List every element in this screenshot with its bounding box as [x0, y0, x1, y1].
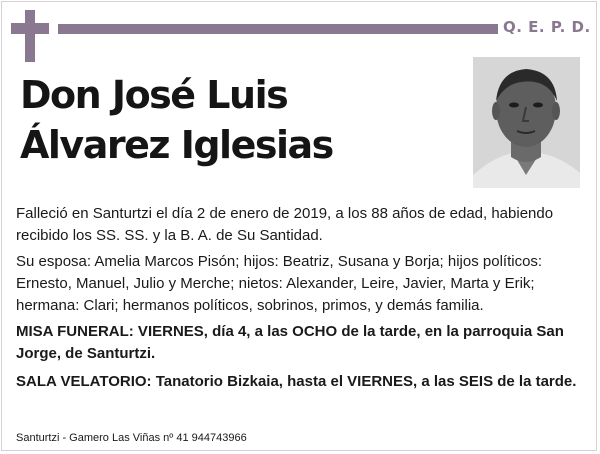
name-line-2: Álvarez Iglesias [20, 123, 333, 167]
family-list: Su esposa: Amelia Marcos Pisón; hijos: Beatriz, Susana y Borja; hijos políticos: Ernesto, Manuel, Julio y Merche; nietos: Alexander, Leire, Javier, Marta y Erik; hermana: Clari; hermanos políticos, sobrinos, primos, y demás familia. [16, 253, 543, 314]
header-divider [58, 24, 498, 34]
name-line-1: Don José Luis [20, 73, 288, 117]
cross-vertical [25, 10, 35, 62]
funeral-home-contact: Santurtzi - Gamero Las Viñas nº 41 944743966 [16, 432, 247, 444]
funeral-mass-info: MISA FUNERAL: VIERNES, día 4, a las OCHO de la tarde, en la parroquia San Jorge, de Santurtzi. [16, 323, 564, 362]
wake-room-info: SALA VELATORIO: Tanatorio Bizkaia, hasta el VIERNES, a las SEIS de la tarde. [16, 373, 577, 390]
qepd-label: Q. E. P. D. [503, 18, 591, 36]
deceased-name [20, 70, 460, 170]
death-announcement: Falleció en Santurtzi el día 2 de enero de 2019, a los 88 años de edad, habiendo recibido los SS. SS. y la B. A. de Su Santidad. [16, 205, 554, 244]
portrait-illustration [473, 57, 580, 188]
portrait-photo [473, 57, 580, 188]
cross-horizontal [11, 23, 49, 34]
